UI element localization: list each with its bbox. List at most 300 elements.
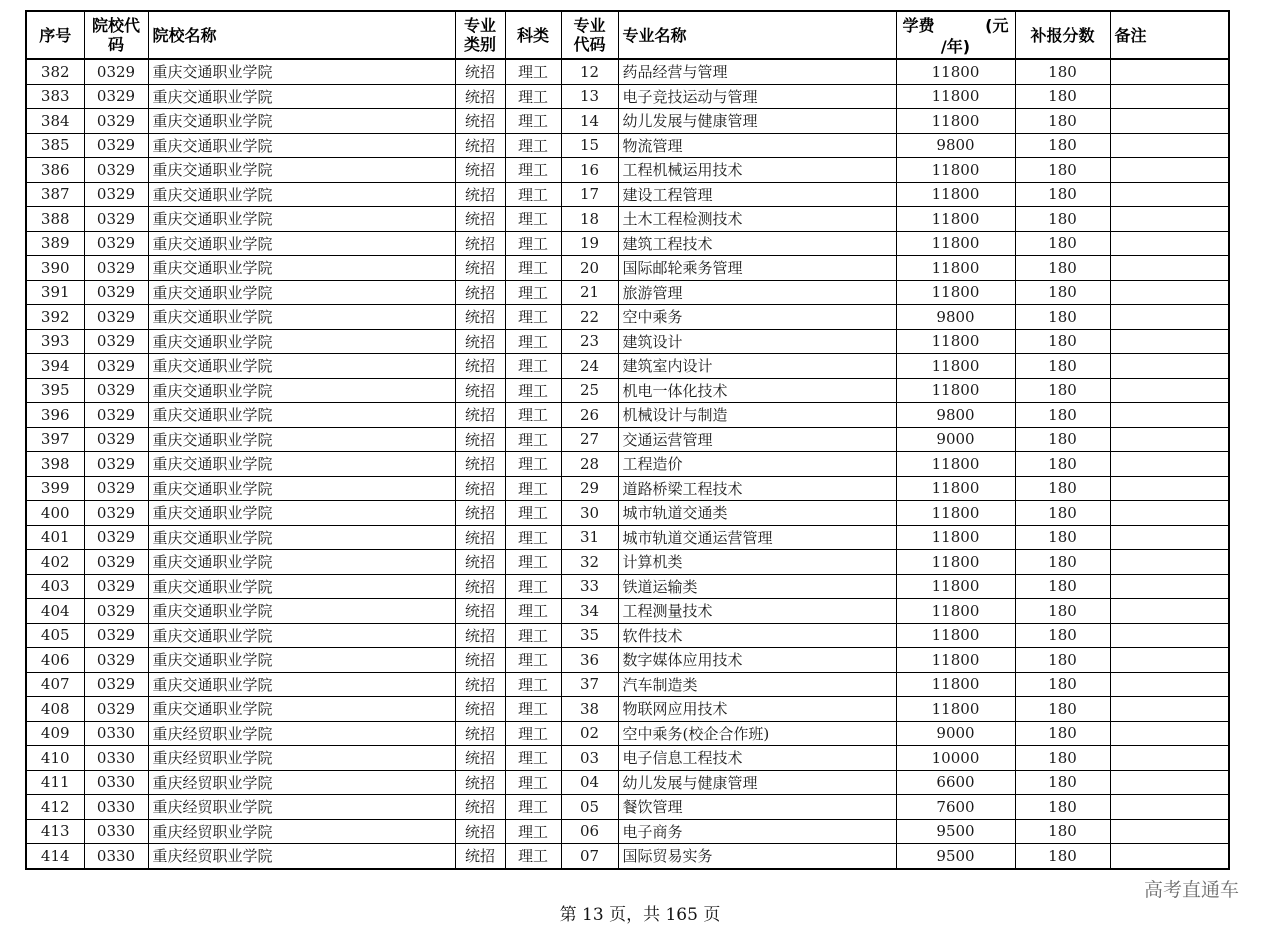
- cell-school-code: 0329: [84, 501, 148, 526]
- cell-major-code: 28: [561, 452, 618, 477]
- table-row: [26, 59, 1229, 84]
- cell-score: 180: [1015, 672, 1110, 697]
- cell-major-name: 铁道运输类: [618, 574, 896, 599]
- cell-note: [1110, 452, 1229, 477]
- cell-school-name: 重庆交通职业学院: [148, 501, 455, 526]
- cell-school-name: 重庆交通职业学院: [148, 329, 455, 354]
- cell-major-type: 统招: [455, 182, 505, 207]
- cell-major-code: 02: [561, 721, 618, 746]
- cell-major-name: 城市轨道交通类: [618, 501, 896, 526]
- cell-school-code: 0329: [84, 59, 148, 84]
- cell-score: 180: [1015, 697, 1110, 722]
- cell-major-type: 统招: [455, 207, 505, 232]
- cell-major-name: 空中乘务(校企合作班): [618, 721, 896, 746]
- cell-school-name: 重庆交通职业学院: [148, 231, 455, 256]
- table-header: [26, 11, 1229, 59]
- cell-fee: 7600: [896, 795, 1015, 820]
- cell-category: 理工: [505, 525, 561, 550]
- cell-major-name: 软件技术: [618, 623, 896, 648]
- cell-fee: 11800: [896, 109, 1015, 134]
- cell-major-type: 统招: [455, 403, 505, 428]
- header-category: 科类: [505, 11, 561, 59]
- cell-major-type: 统招: [455, 256, 505, 281]
- cell-major-type: 统招: [455, 329, 505, 354]
- cell-category: 理工: [505, 623, 561, 648]
- cell-index: 407: [26, 672, 84, 697]
- cell-score: 180: [1015, 476, 1110, 501]
- cell-note: [1110, 623, 1229, 648]
- cell-major-type: 统招: [455, 819, 505, 844]
- cell-fee: 11800: [896, 574, 1015, 599]
- cell-major-name: 空中乘务: [618, 305, 896, 330]
- cell-school-name: 重庆经贸职业学院: [148, 770, 455, 795]
- cell-major-code: 19: [561, 231, 618, 256]
- cell-school-name: 重庆交通职业学院: [148, 305, 455, 330]
- cell-major-name: 机械设计与制造: [618, 403, 896, 428]
- table-body: [26, 59, 1229, 869]
- cell-major-code: 25: [561, 378, 618, 403]
- cell-index: 396: [26, 403, 84, 428]
- cell-major-type: 统招: [455, 525, 505, 550]
- cell-major-name: 工程造价: [618, 452, 896, 477]
- cell-major-name: 建筑室内设计: [618, 354, 896, 379]
- cell-major-name: 电子商务: [618, 819, 896, 844]
- cell-major-code: 06: [561, 819, 618, 844]
- cell-index: 389: [26, 231, 84, 256]
- cell-major-name: 交通运营管理: [618, 427, 896, 452]
- cell-fee: 9500: [896, 844, 1015, 869]
- cell-score: 180: [1015, 795, 1110, 820]
- cell-major-type: 统招: [455, 844, 505, 869]
- cell-school-name: 重庆交通职业学院: [148, 452, 455, 477]
- cell-school-code: 0329: [84, 403, 148, 428]
- cell-score: 180: [1015, 59, 1110, 84]
- cell-school-code: 0329: [84, 452, 148, 477]
- cell-note: [1110, 550, 1229, 575]
- header-school-code: 院校代 码: [84, 11, 148, 59]
- cell-fee: 11800: [896, 231, 1015, 256]
- cell-major-name: 土木工程检测技术: [618, 207, 896, 232]
- cell-fee: 11800: [896, 329, 1015, 354]
- cell-note: [1110, 697, 1229, 722]
- cell-index: 402: [26, 550, 84, 575]
- cell-category: 理工: [505, 550, 561, 575]
- cell-category: 理工: [505, 599, 561, 624]
- cell-fee: 11800: [896, 623, 1015, 648]
- cell-note: [1110, 158, 1229, 183]
- table-row: [26, 623, 1229, 648]
- cell-category: 理工: [505, 672, 561, 697]
- cell-school-name: 重庆经贸职业学院: [148, 721, 455, 746]
- table-row: [26, 525, 1229, 550]
- cell-note: [1110, 844, 1229, 869]
- cell-major-code: 36: [561, 648, 618, 673]
- cell-index: 397: [26, 427, 84, 452]
- cell-fee: 9000: [896, 427, 1015, 452]
- cell-major-name: 汽车制造类: [618, 672, 896, 697]
- cell-major-type: 统招: [455, 305, 505, 330]
- cell-note: [1110, 305, 1229, 330]
- cell-score: 180: [1015, 427, 1110, 452]
- header-major-name: 专业名称: [618, 11, 896, 59]
- cell-major-code: 26: [561, 403, 618, 428]
- cell-note: [1110, 648, 1229, 673]
- cell-school-name: 重庆交通职业学院: [148, 623, 455, 648]
- cell-fee: 9800: [896, 403, 1015, 428]
- cell-category: 理工: [505, 354, 561, 379]
- cell-major-type: 统招: [455, 354, 505, 379]
- cell-category: 理工: [505, 378, 561, 403]
- table-row: [26, 550, 1229, 575]
- cell-fee: 11800: [896, 207, 1015, 232]
- cell-major-type: 统招: [455, 378, 505, 403]
- cell-category: 理工: [505, 574, 561, 599]
- cell-category: 理工: [505, 231, 561, 256]
- cell-note: [1110, 280, 1229, 305]
- cell-fee: 9800: [896, 305, 1015, 330]
- cell-index: 403: [26, 574, 84, 599]
- cell-index: 390: [26, 256, 84, 281]
- cell-category: 理工: [505, 182, 561, 207]
- cell-school-code: 0330: [84, 795, 148, 820]
- cell-major-type: 统招: [455, 721, 505, 746]
- cell-major-code: 27: [561, 427, 618, 452]
- cell-category: 理工: [505, 770, 561, 795]
- cell-school-code: 0329: [84, 354, 148, 379]
- cell-major-code: 29: [561, 476, 618, 501]
- cell-major-name: 建设工程管理: [618, 182, 896, 207]
- cell-category: 理工: [505, 84, 561, 109]
- cell-category: 理工: [505, 819, 561, 844]
- cell-school-name: 重庆交通职业学院: [148, 697, 455, 722]
- cell-school-code: 0329: [84, 231, 148, 256]
- cell-score: 180: [1015, 280, 1110, 305]
- cell-category: 理工: [505, 256, 561, 281]
- cell-major-name: 电子信息工程技术: [618, 746, 896, 771]
- cell-category: 理工: [505, 207, 561, 232]
- cell-major-code: 21: [561, 280, 618, 305]
- cell-school-name: 重庆交通职业学院: [148, 550, 455, 575]
- cell-score: 180: [1015, 133, 1110, 158]
- table-row: [26, 427, 1229, 452]
- cell-school-code: 0329: [84, 697, 148, 722]
- cell-school-name: 重庆交通职业学院: [148, 672, 455, 697]
- cell-school-name: 重庆交通职业学院: [148, 476, 455, 501]
- cell-major-type: 统招: [455, 452, 505, 477]
- cell-fee: 11800: [896, 158, 1015, 183]
- cell-major-type: 统招: [455, 697, 505, 722]
- cell-major-type: 统招: [455, 476, 505, 501]
- cell-category: 理工: [505, 795, 561, 820]
- cell-category: 理工: [505, 158, 561, 183]
- cell-index: 404: [26, 599, 84, 624]
- cell-index: 385: [26, 133, 84, 158]
- cell-score: 180: [1015, 746, 1110, 771]
- cell-major-code: 03: [561, 746, 618, 771]
- cell-major-type: 统招: [455, 109, 505, 134]
- cell-note: [1110, 525, 1229, 550]
- cell-score: 180: [1015, 574, 1110, 599]
- cell-major-code: 23: [561, 329, 618, 354]
- cell-fee: 11800: [896, 550, 1015, 575]
- cell-major-name: 餐饮管理: [618, 795, 896, 820]
- cell-note: [1110, 378, 1229, 403]
- cell-category: 理工: [505, 59, 561, 84]
- table-row: [26, 182, 1229, 207]
- cell-score: 180: [1015, 231, 1110, 256]
- cell-major-type: 统招: [455, 746, 505, 771]
- cell-major-name: 建筑工程技术: [618, 231, 896, 256]
- cell-fee: 10000: [896, 746, 1015, 771]
- cell-score: 180: [1015, 84, 1110, 109]
- cell-major-name: 计算机类: [618, 550, 896, 575]
- cell-school-name: 重庆经贸职业学院: [148, 795, 455, 820]
- cell-school-name: 重庆经贸职业学院: [148, 746, 455, 771]
- cell-school-code: 0329: [84, 280, 148, 305]
- cell-major-type: 统招: [455, 623, 505, 648]
- cell-major-name: 物流管理: [618, 133, 896, 158]
- cell-note: [1110, 672, 1229, 697]
- cell-category: 理工: [505, 329, 561, 354]
- cell-fee: 11800: [896, 59, 1015, 84]
- cell-fee: 11800: [896, 452, 1015, 477]
- cell-major-name: 道路桥梁工程技术: [618, 476, 896, 501]
- table-row: [26, 329, 1229, 354]
- admission-table: [25, 10, 1230, 870]
- cell-school-code: 0329: [84, 476, 148, 501]
- cell-school-code: 0329: [84, 109, 148, 134]
- cell-fee: 11800: [896, 354, 1015, 379]
- cell-note: [1110, 59, 1229, 84]
- cell-school-name: 重庆交通职业学院: [148, 427, 455, 452]
- cell-note: [1110, 109, 1229, 134]
- cell-school-code: 0329: [84, 133, 148, 158]
- cell-school-code: 0329: [84, 378, 148, 403]
- cell-score: 180: [1015, 623, 1110, 648]
- cell-school-code: 0330: [84, 819, 148, 844]
- cell-school-name: 重庆交通职业学院: [148, 354, 455, 379]
- cell-school-code: 0329: [84, 207, 148, 232]
- cell-fee: 6600: [896, 770, 1015, 795]
- cell-major-type: 统招: [455, 648, 505, 673]
- cell-major-type: 统招: [455, 84, 505, 109]
- table-row: [26, 672, 1229, 697]
- cell-score: 180: [1015, 721, 1110, 746]
- cell-fee: 11800: [896, 672, 1015, 697]
- cell-major-code: 30: [561, 501, 618, 526]
- cell-index: 405: [26, 623, 84, 648]
- cell-major-type: 统招: [455, 158, 505, 183]
- cell-school-code: 0329: [84, 525, 148, 550]
- cell-major-name: 旅游管理: [618, 280, 896, 305]
- cell-major-code: 24: [561, 354, 618, 379]
- cell-index: 391: [26, 280, 84, 305]
- cell-major-code: 12: [561, 59, 618, 84]
- cell-note: [1110, 329, 1229, 354]
- cell-fee: 11800: [896, 84, 1015, 109]
- cell-major-name: 国际邮轮乘务管理: [618, 256, 896, 281]
- cell-major-name: 国际贸易实务: [618, 844, 896, 869]
- cell-index: 410: [26, 746, 84, 771]
- table-row: [26, 770, 1229, 795]
- cell-major-name: 幼儿发展与健康管理: [618, 770, 896, 795]
- cell-major-type: 统招: [455, 280, 505, 305]
- cell-school-code: 0329: [84, 256, 148, 281]
- cell-note: [1110, 819, 1229, 844]
- cell-major-code: 07: [561, 844, 618, 869]
- cell-school-name: 重庆交通职业学院: [148, 133, 455, 158]
- cell-index: 388: [26, 207, 84, 232]
- cell-school-code: 0329: [84, 158, 148, 183]
- cell-index: 412: [26, 795, 84, 820]
- cell-school-code: 0330: [84, 844, 148, 869]
- cell-fee: 11800: [896, 599, 1015, 624]
- cell-school-name: 重庆交通职业学院: [148, 403, 455, 428]
- cell-school-code: 0329: [84, 599, 148, 624]
- cell-fee: 11800: [896, 256, 1015, 281]
- cell-score: 180: [1015, 158, 1110, 183]
- cell-note: [1110, 256, 1229, 281]
- cell-major-code: 31: [561, 525, 618, 550]
- cell-fee: 11800: [896, 648, 1015, 673]
- table-row: [26, 378, 1229, 403]
- cell-major-type: 统招: [455, 427, 505, 452]
- cell-major-type: 统招: [455, 550, 505, 575]
- header-major-code: 专业 代码: [561, 11, 618, 59]
- cell-category: 理工: [505, 109, 561, 134]
- cell-index: 411: [26, 770, 84, 795]
- cell-score: 180: [1015, 329, 1110, 354]
- cell-major-code: 37: [561, 672, 618, 697]
- cell-fee: 11800: [896, 378, 1015, 403]
- cell-school-code: 0329: [84, 84, 148, 109]
- cell-school-code: 0329: [84, 305, 148, 330]
- cell-school-code: 0329: [84, 672, 148, 697]
- cell-score: 180: [1015, 305, 1110, 330]
- header-school-name: 院校名称: [148, 11, 455, 59]
- table-row: [26, 403, 1229, 428]
- cell-index: 394: [26, 354, 84, 379]
- cell-major-code: 33: [561, 574, 618, 599]
- cell-index: 392: [26, 305, 84, 330]
- table-row: [26, 109, 1229, 134]
- cell-category: 理工: [505, 844, 561, 869]
- cell-school-name: 重庆经贸职业学院: [148, 819, 455, 844]
- cell-score: 180: [1015, 525, 1110, 550]
- header-major-type: 专业 类别: [455, 11, 505, 59]
- cell-school-name: 重庆交通职业学院: [148, 84, 455, 109]
- page-footer: 第 13 页，共 165 页: [559, 905, 721, 925]
- cell-school-code: 0330: [84, 721, 148, 746]
- cell-category: 理工: [505, 403, 561, 428]
- cell-note: [1110, 476, 1229, 501]
- table-row: [26, 231, 1229, 256]
- cell-score: 180: [1015, 599, 1110, 624]
- cell-major-code: 38: [561, 697, 618, 722]
- cell-note: [1110, 403, 1229, 428]
- cell-major-name: 建筑设计: [618, 329, 896, 354]
- cell-note: [1110, 354, 1229, 379]
- cell-score: 180: [1015, 354, 1110, 379]
- cell-major-type: 统招: [455, 599, 505, 624]
- table-row: [26, 280, 1229, 305]
- cell-major-code: 18: [561, 207, 618, 232]
- table-row: [26, 84, 1229, 109]
- table-row: [26, 574, 1229, 599]
- watermark-text: 高考直通车: [1144, 879, 1240, 901]
- cell-score: 180: [1015, 501, 1110, 526]
- cell-school-code: 0330: [84, 746, 148, 771]
- cell-school-name: 重庆交通职业学院: [148, 525, 455, 550]
- cell-note: [1110, 599, 1229, 624]
- cell-major-name: 药品经营与管理: [618, 59, 896, 84]
- cell-major-name: 数字媒体应用技术: [618, 648, 896, 673]
- cell-score: 180: [1015, 256, 1110, 281]
- cell-score: 180: [1015, 844, 1110, 869]
- cell-major-name: 工程测量技术: [618, 599, 896, 624]
- header-note: 备注: [1110, 11, 1229, 59]
- cell-major-type: 统招: [455, 59, 505, 84]
- cell-school-name: 重庆交通职业学院: [148, 59, 455, 84]
- cell-major-code: 32: [561, 550, 618, 575]
- cell-school-name: 重庆交通职业学院: [148, 280, 455, 305]
- cell-fee: 9000: [896, 721, 1015, 746]
- cell-major-name: 工程机械运用技术: [618, 158, 896, 183]
- cell-major-code: 35: [561, 623, 618, 648]
- cell-major-code: 04: [561, 770, 618, 795]
- cell-note: [1110, 574, 1229, 599]
- cell-category: 理工: [505, 746, 561, 771]
- cell-score: 180: [1015, 207, 1110, 232]
- cell-major-name: 物联网应用技术: [618, 697, 896, 722]
- cell-note: [1110, 721, 1229, 746]
- cell-index: 384: [26, 109, 84, 134]
- cell-score: 180: [1015, 109, 1110, 134]
- cell-major-type: 统招: [455, 795, 505, 820]
- cell-school-code: 0329: [84, 648, 148, 673]
- cell-fee: 11800: [896, 476, 1015, 501]
- cell-major-name: 城市轨道交通运营管理: [618, 525, 896, 550]
- cell-major-code: 20: [561, 256, 618, 281]
- cell-school-name: 重庆交通职业学院: [148, 207, 455, 232]
- cell-fee: 11800: [896, 697, 1015, 722]
- cell-major-code: 17: [561, 182, 618, 207]
- cell-fee: 9800: [896, 133, 1015, 158]
- table-row: [26, 819, 1229, 844]
- cell-index: 395: [26, 378, 84, 403]
- cell-major-name: 机电一体化技术: [618, 378, 896, 403]
- cell-category: 理工: [505, 133, 561, 158]
- cell-category: 理工: [505, 476, 561, 501]
- cell-major-name: 电子竞技运动与管理: [618, 84, 896, 109]
- cell-index: 400: [26, 501, 84, 526]
- table-row: [26, 207, 1229, 232]
- table-row: [26, 133, 1229, 158]
- cell-note: [1110, 231, 1229, 256]
- cell-index: 386: [26, 158, 84, 183]
- cell-major-type: 统招: [455, 770, 505, 795]
- cell-index: 406: [26, 648, 84, 673]
- cell-category: 理工: [505, 648, 561, 673]
- cell-category: 理工: [505, 697, 561, 722]
- cell-category: 理工: [505, 721, 561, 746]
- cell-index: 393: [26, 329, 84, 354]
- cell-index: 383: [26, 84, 84, 109]
- cell-category: 理工: [505, 452, 561, 477]
- cell-major-code: 16: [561, 158, 618, 183]
- cell-fee: 11800: [896, 182, 1015, 207]
- cell-major-code: 05: [561, 795, 618, 820]
